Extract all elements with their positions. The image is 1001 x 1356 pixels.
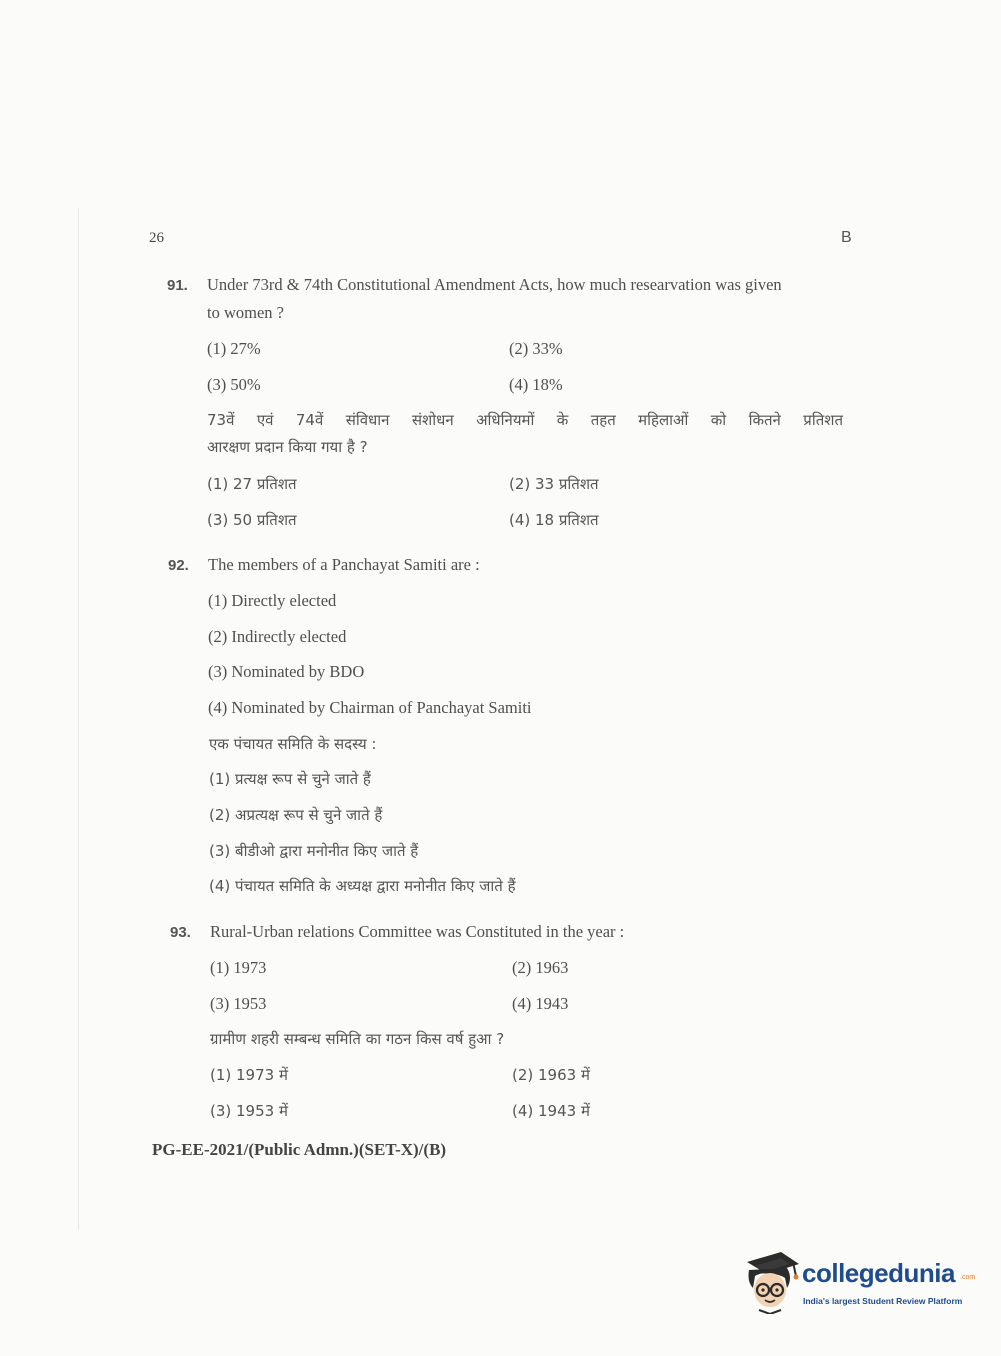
option-hi: (2) 1963 में <box>512 1066 590 1084</box>
logo-wordmark: collegedunia <box>802 1258 955 1288</box>
question-number: 91. <box>167 277 188 294</box>
option-hi: (2) अप्रत्यक्ष रूप से चुने जाते हैं <box>209 806 383 824</box>
option-en: (2) 1963 <box>512 958 569 977</box>
option-hi: (3) 1953 में <box>210 1102 288 1120</box>
question-text-hi: ग्रामीण शहरी सम्बन्ध समिति का गठन किस वर्ष हुआ ? <box>210 1030 505 1048</box>
option-hi: (3) बीडीओ द्वारा मनोनीत किए जाते हैं <box>209 842 419 860</box>
option-en: (3) Nominated by BDO <box>208 662 365 681</box>
question-number: 92. <box>168 557 189 574</box>
option-en: (4) 1943 <box>512 994 569 1013</box>
option-en: (2) Indirectly elected <box>208 627 347 646</box>
option-hi: (4) 1943 में <box>512 1102 590 1120</box>
logo-domain-suffix: .com <box>960 1274 976 1281</box>
option-hi: (3) 50 प्रतिशत <box>207 511 297 529</box>
option-hi: (1) प्रत्यक्ष रूप से चुने जाते हैं <box>209 770 371 788</box>
page-number: 26 <box>149 230 164 246</box>
question-text-en: Under 73rd & 74th Constitutional Amendment Acts, how much researvation was given <box>207 275 782 294</box>
option-en: (4) 18% <box>509 375 563 394</box>
student-mascot-icon <box>741 1248 801 1314</box>
set-letter: B <box>841 229 852 246</box>
question-text-hi: 73वें एवं 74वें संविधान संशोधन अधिनियमों के तहत महिलाओं को कितने प्रतिशत <box>207 411 843 429</box>
option-en: (3) 50% <box>207 375 261 394</box>
question-text-hi-cont: आरक्षण प्रदान किया गया है ? <box>207 438 368 456</box>
paper-code-footer: PG-EE-2021/(Public Admn.)(SET-X)/(B) <box>152 1140 447 1159</box>
page-margin-line <box>78 208 79 1230</box>
option-hi: (4) 18 प्रतिशत <box>509 511 599 529</box>
option-en: (1) Directly elected <box>208 591 337 610</box>
logo-tagline: India's largest Student Review Platform <box>803 1296 963 1306</box>
option-en: (3) 1953 <box>210 994 267 1013</box>
option-hi: (1) 1973 में <box>210 1066 288 1084</box>
collegedunia-logo[interactable] <box>741 1248 976 1318</box>
question-text-en: The members of a Panchayat Samiti are : <box>208 555 480 574</box>
option-en: (2) 33% <box>509 339 563 358</box>
option-hi: (4) पंचायत समिति के अध्यक्ष द्वारा मनोनीत किए जाते हैं <box>209 877 516 895</box>
option-en: (4) Nominated by Chairman of Panchayat Samiti <box>208 698 532 717</box>
question-text-hi: एक पंचायत समिति के सदस्य : <box>209 735 377 753</box>
option-hi: (1) 27 प्रतिशत <box>207 475 297 493</box>
option-en: (1) 1973 <box>210 958 267 977</box>
option-en: (1) 27% <box>207 339 261 358</box>
question-text-en-cont: to women ? <box>207 303 284 322</box>
option-hi: (2) 33 प्रतिशत <box>509 475 599 493</box>
question-text-en: Rural-Urban relations Committee was Constituted in the year : <box>210 922 625 941</box>
question-number: 93. <box>170 924 191 941</box>
